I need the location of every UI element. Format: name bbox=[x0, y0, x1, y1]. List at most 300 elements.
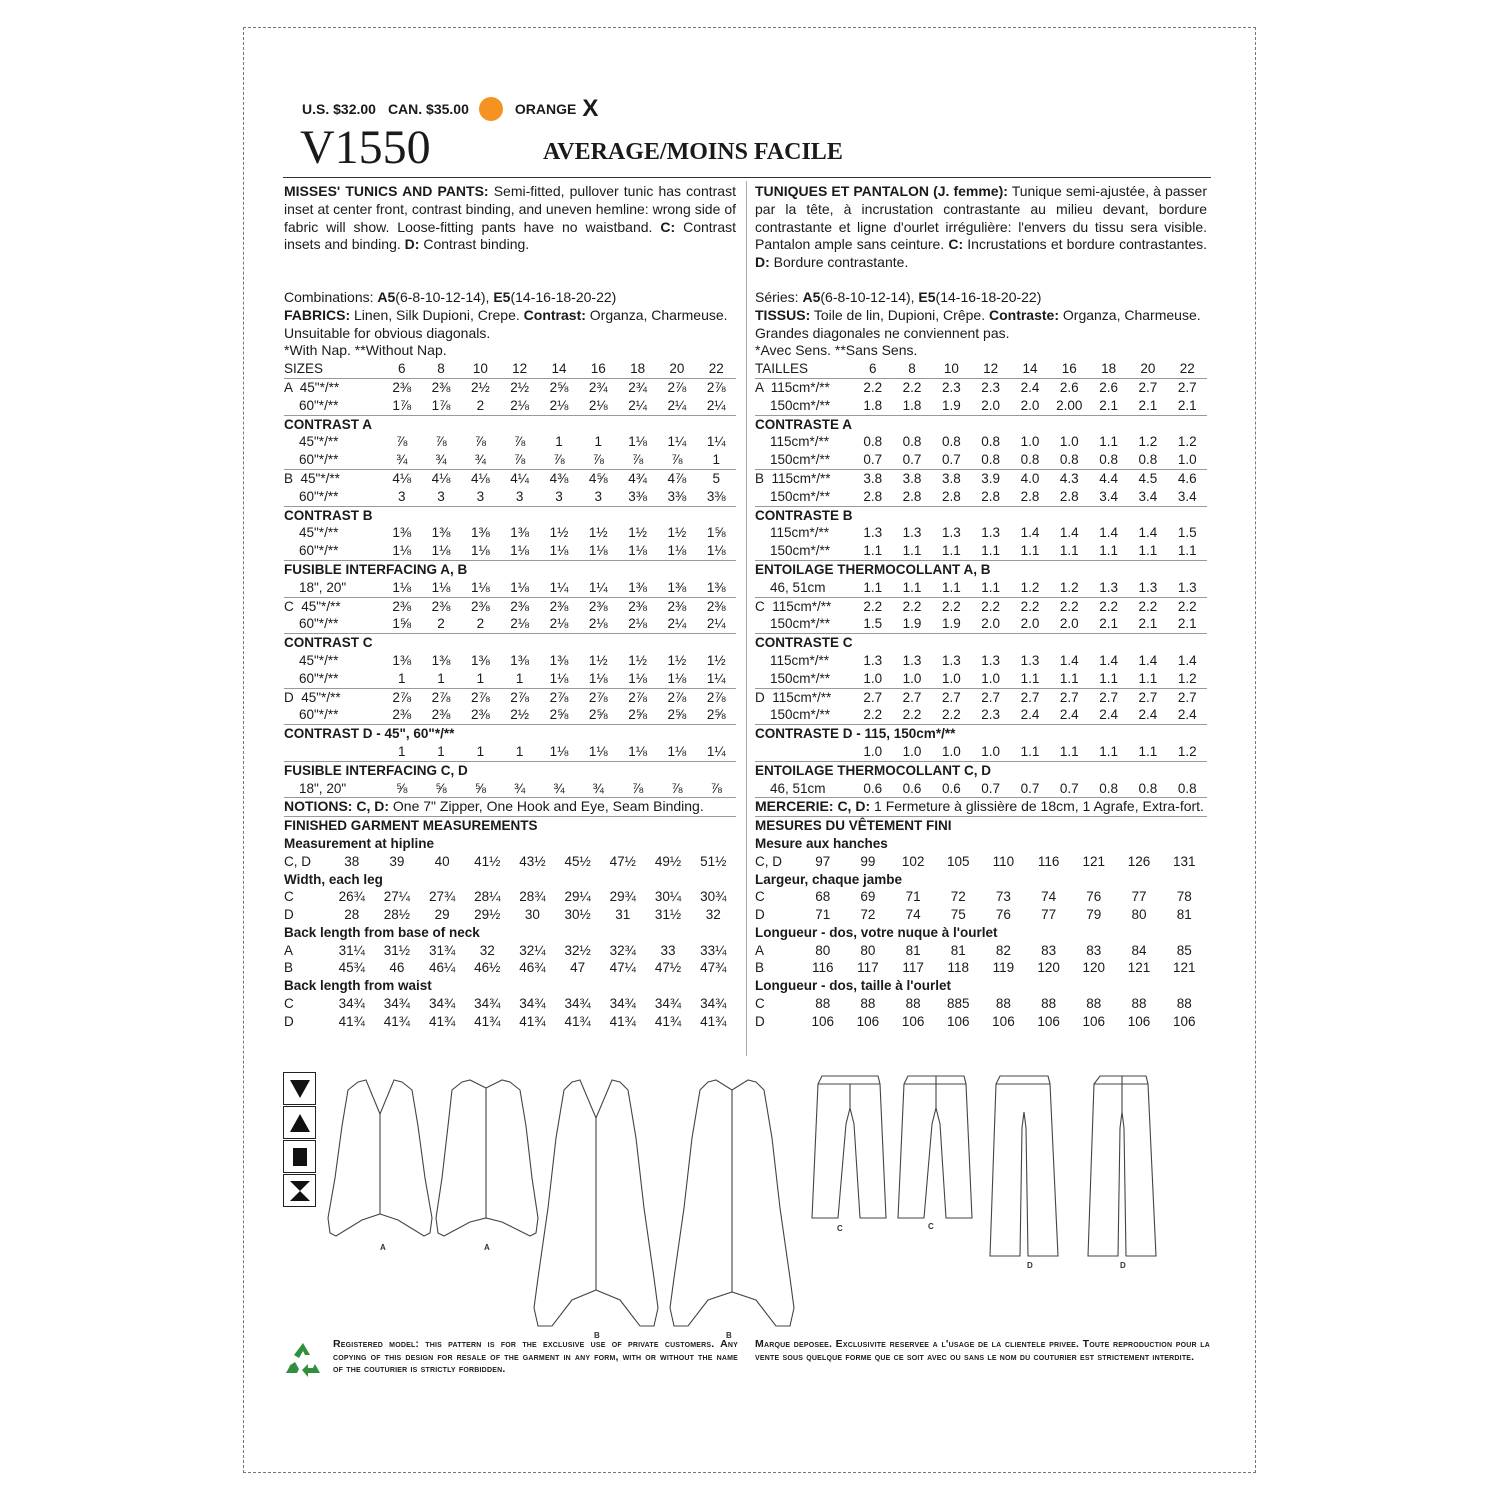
table-cell: 1.3 bbox=[1177, 579, 1197, 595]
table-cell: 1.5 bbox=[1177, 525, 1197, 541]
combinations-label: Combinations: bbox=[284, 289, 374, 305]
table-cell: 12 bbox=[512, 361, 528, 377]
table-cell: 121 bbox=[1127, 960, 1151, 976]
table-row bbox=[755, 451, 1207, 469]
table-cell: 1.8 bbox=[863, 397, 883, 413]
table-cell: 41¾ bbox=[654, 1013, 682, 1029]
table-cell: 2.4 bbox=[1010, 378, 1049, 396]
table-row bbox=[284, 433, 736, 451]
table-cell: 2.8 bbox=[1020, 488, 1040, 504]
table-cell: 2.2 bbox=[902, 707, 922, 723]
table-cell: 32 bbox=[479, 942, 495, 958]
row-label: A bbox=[755, 942, 765, 958]
table-cell: 1½ bbox=[588, 525, 608, 541]
table-cell: 27¾ bbox=[428, 889, 456, 905]
combo-a-code: A5 bbox=[802, 289, 821, 305]
table-cell: 0.7 bbox=[863, 452, 883, 468]
table-row bbox=[755, 469, 1207, 487]
row-label: Mesure aux hanches bbox=[755, 835, 888, 851]
table-cell: 0.8 bbox=[1138, 452, 1158, 468]
table-cell: 20 bbox=[669, 361, 685, 377]
view-c-label: C: bbox=[948, 236, 964, 253]
table-cell: 120 bbox=[1082, 960, 1106, 976]
table-cell: 0.6 bbox=[941, 780, 961, 796]
table-cell: 2⅜ bbox=[657, 597, 696, 615]
dress-b-front-drawing bbox=[534, 1080, 658, 1326]
table-cell: 10 bbox=[472, 361, 488, 377]
table-cell: 120 bbox=[1037, 960, 1060, 976]
table-cell: 72 bbox=[860, 907, 876, 923]
table-cell: 2.1 bbox=[1177, 397, 1197, 413]
table-row bbox=[284, 780, 736, 798]
table-cell: 1⅛ bbox=[588, 543, 608, 559]
row-label: 60"*/** bbox=[284, 397, 339, 413]
table-cell: 76 bbox=[995, 907, 1011, 923]
table-cell: 85 bbox=[1176, 942, 1192, 958]
table-section-row bbox=[755, 761, 1207, 779]
table-cell: 3.4 bbox=[1138, 488, 1158, 504]
table-cell: ¾ bbox=[553, 780, 565, 796]
table-cell: 0.8 bbox=[981, 452, 1001, 468]
table-cell: 2.7 bbox=[1089, 688, 1128, 706]
table-cell: 2.2 bbox=[1010, 597, 1049, 615]
view-d-text: Bordure contrastante. bbox=[773, 254, 909, 271]
table-cell: 3.9 bbox=[971, 469, 1010, 487]
table-cell: 106 bbox=[856, 1013, 880, 1029]
table-cell: 0.8 bbox=[1099, 780, 1118, 796]
measurements-table-fr bbox=[755, 816, 1207, 1031]
table-cell: 1⅜ bbox=[628, 579, 647, 595]
table-cell: 2⅝ bbox=[706, 707, 726, 723]
table-section-row bbox=[284, 634, 736, 652]
table-cell: 43½ bbox=[519, 853, 546, 869]
table-section-row bbox=[755, 835, 1207, 853]
table-cell: 2.0 bbox=[1020, 616, 1040, 632]
row-label: Longueur - dos, votre nuque à l'ourlet bbox=[755, 924, 998, 940]
table-cell: 2.00 bbox=[1056, 397, 1083, 413]
garment-label: C bbox=[837, 1224, 843, 1233]
table-cell: 6 bbox=[868, 361, 877, 377]
row-label bbox=[284, 743, 382, 761]
table-cell: 1.1 bbox=[1138, 670, 1158, 686]
table-cell: 1.0 bbox=[863, 670, 883, 686]
table-cell: 2.4 bbox=[1020, 707, 1040, 723]
table-cell: 1.1 bbox=[863, 579, 883, 595]
table-cell: 31 bbox=[615, 907, 631, 923]
table-row bbox=[755, 780, 1207, 798]
table-section-row bbox=[284, 725, 736, 743]
table-cell: 88 bbox=[1041, 996, 1057, 1012]
table-cell: 1⅛ bbox=[549, 743, 569, 759]
table-cell: 1.3 bbox=[1099, 579, 1118, 595]
table-cell: 34¾ bbox=[338, 996, 365, 1012]
table-cell: 72 bbox=[950, 889, 966, 905]
table-cell: 51½ bbox=[700, 853, 727, 869]
table-cell: 121 bbox=[1173, 960, 1196, 976]
row-label: 115cm*/** bbox=[755, 525, 830, 541]
table-cell: 0.8 bbox=[981, 434, 1001, 450]
table-cell: 1⅜ bbox=[706, 579, 726, 595]
row-label: C bbox=[284, 996, 294, 1012]
table-cell: 1⅛ bbox=[431, 543, 451, 559]
row-label: MESURES DU VÊTEMENT FINI bbox=[755, 817, 1207, 835]
table-cell: 1.1 bbox=[1099, 743, 1118, 759]
row-label: Measurement at hipline bbox=[284, 835, 435, 851]
table-cell: 1.3 bbox=[941, 525, 961, 541]
row-label: 45"*/** bbox=[284, 652, 339, 668]
table-cell: 0.8 bbox=[902, 434, 922, 450]
table-cell: 3 bbox=[437, 488, 445, 504]
table-cell: 1.0 bbox=[863, 743, 883, 759]
table-cell: 30¼ bbox=[654, 889, 682, 905]
table-cell: 106 bbox=[1173, 1013, 1196, 1029]
row-label: CONTRAST D - 45", 60"*/** bbox=[284, 725, 736, 743]
table-cell: ⅞ bbox=[474, 434, 486, 450]
table-cell: 2.7 bbox=[1050, 688, 1089, 706]
table-cell: 110 bbox=[992, 853, 1015, 869]
table-cell: 77 bbox=[1131, 889, 1147, 905]
table-cell: 2⅞ bbox=[657, 688, 696, 706]
row-label: Largeur, chaque jambe bbox=[755, 871, 903, 887]
table-cell: 1.1 bbox=[902, 543, 922, 559]
table-cell: 81 bbox=[1176, 907, 1192, 923]
table-cell: 1⅛ bbox=[392, 543, 412, 559]
table-cell: 1⅛ bbox=[628, 743, 647, 759]
table-cell: 2⅛ bbox=[549, 397, 569, 413]
column-divider bbox=[746, 181, 747, 1056]
table-cell: 1⅜ bbox=[549, 652, 569, 668]
color-mark: X bbox=[582, 95, 599, 122]
header-divider bbox=[283, 177, 1211, 178]
table-cell: ⅝ bbox=[474, 780, 486, 796]
table-row bbox=[755, 488, 1207, 506]
table-cell: 34¾ bbox=[700, 996, 727, 1012]
table-cell: 1.1 bbox=[1059, 743, 1079, 759]
table-cell: 2.8 bbox=[1059, 488, 1079, 504]
table-cell: 2⅜ bbox=[461, 597, 500, 615]
fabrics-list: Linen, Silk Dupioni, Crepe. bbox=[354, 306, 520, 323]
table-cell: 1.0 bbox=[1059, 434, 1079, 450]
table-cell: 29¼ bbox=[564, 889, 591, 905]
pattern-number: V1550 bbox=[300, 121, 431, 174]
table-row bbox=[755, 1013, 1207, 1031]
description-body: Tunique semi-ajustée, à passer par la tête, à incrustation contrastante au milieu devant, bordure contrastante et ligne d'ourlet irrégulière: l'envers du tissu sera visible. Pantalon ample sans ceinture. bbox=[755, 183, 1207, 253]
table-cell: 2⅞ bbox=[421, 688, 460, 706]
table-cell: ⅞ bbox=[514, 434, 526, 450]
tunic-a-front-drawing bbox=[328, 1080, 432, 1236]
table-cell: ⅞ bbox=[592, 452, 604, 468]
view-c-text: Contrast insets and binding. bbox=[284, 218, 736, 253]
row-label: C, D bbox=[284, 853, 311, 869]
table-cell: 20 bbox=[1140, 361, 1156, 377]
table-cell: 2¼ bbox=[706, 616, 726, 632]
table-cell: 2.3 bbox=[932, 378, 971, 396]
fabrics-label: FABRICS: bbox=[284, 306, 351, 323]
table-cell: 2.2 bbox=[1128, 597, 1167, 615]
nap-note: *With Nap. **Without Nap. bbox=[284, 342, 447, 359]
table-cell: 1.1 bbox=[1138, 743, 1158, 759]
row-label: C, D bbox=[755, 853, 782, 869]
row-label: D bbox=[755, 907, 765, 923]
table-cell: 121 bbox=[1082, 853, 1106, 869]
table-cell: 41¾ bbox=[564, 1013, 591, 1029]
table-cell: 3.8 bbox=[932, 469, 971, 487]
price-can: CAN. $35.00 bbox=[387, 101, 469, 117]
table-cell: 2⅝ bbox=[667, 707, 687, 723]
table-cell: 1.0 bbox=[1177, 452, 1197, 468]
table-cell: 2⅝ bbox=[549, 707, 569, 723]
table-cell: 1⅛ bbox=[549, 670, 569, 686]
table-cell: 2¼ bbox=[667, 397, 687, 413]
table-cell: 2⅜ bbox=[470, 707, 490, 723]
table-cell: 29½ bbox=[474, 907, 501, 923]
tunic-a-back-drawing bbox=[436, 1080, 538, 1236]
table-cell: 41½ bbox=[474, 853, 501, 869]
legal-notice-en: Registered model: this pattern is for the exclusive use of private customers. Any copying of this design for resale of the garment in any form, with or without the name of the couturier is strictly forbidden. bbox=[333, 1338, 738, 1375]
table-section-row bbox=[755, 725, 1207, 743]
table-section-row bbox=[755, 415, 1207, 433]
table-cell: 1½ bbox=[549, 525, 569, 541]
table-cell: 46¾ bbox=[519, 960, 546, 976]
table-row bbox=[284, 524, 736, 542]
table-cell: 885 bbox=[947, 996, 970, 1012]
table-cell: 1⅜ bbox=[431, 525, 451, 541]
table-row bbox=[284, 995, 736, 1013]
table-cell: 33 bbox=[660, 942, 676, 958]
price-us: U.S. $32.00 bbox=[302, 101, 376, 117]
table-cell: 119 bbox=[992, 960, 1015, 976]
table-cell: 0.8 bbox=[941, 434, 961, 450]
table-cell: 3⅜ bbox=[628, 488, 647, 504]
table-cell: 1⅛ bbox=[392, 579, 412, 595]
row-label: 46, 51cm bbox=[755, 780, 826, 796]
table-cell: 32 bbox=[705, 907, 721, 923]
table-section-row bbox=[284, 415, 736, 433]
unsuitable-note: Unsuitable for obvious diagonals. bbox=[284, 324, 491, 341]
table-cell: 16 bbox=[1061, 361, 1077, 377]
table-cell: 117 bbox=[857, 960, 879, 976]
table-cell: 34¾ bbox=[654, 996, 682, 1012]
table-row bbox=[755, 688, 1207, 706]
table-cell: 106 bbox=[1082, 1013, 1106, 1029]
view-c-text: Incrustations et bordure contrastantes. bbox=[967, 236, 1208, 253]
row-label: FINISHED GARMENT MEASUREMENTS bbox=[284, 817, 736, 835]
row-label: 18", 20" bbox=[284, 780, 347, 796]
table-cell: 97 bbox=[815, 853, 831, 869]
table-cell: 2⅛ bbox=[588, 397, 608, 413]
table-cell: 118 bbox=[947, 960, 970, 976]
row-label: 150cm*/** bbox=[755, 488, 831, 504]
combo-e-code: E5 bbox=[493, 289, 511, 305]
row-label: 60"*/** bbox=[284, 707, 339, 723]
table-cell: 46¼ bbox=[428, 960, 456, 976]
table-cell: 99 bbox=[860, 853, 876, 869]
table-cell: 47½ bbox=[654, 960, 682, 976]
table-cell: 2.1 bbox=[1138, 616, 1158, 632]
row-label: CONTRASTE D - 115, 150cm*/** bbox=[755, 725, 1207, 743]
row-label: D bbox=[284, 1013, 294, 1029]
row-label bbox=[755, 743, 853, 761]
table-cell: 5 bbox=[697, 469, 736, 487]
table-cell: 4¾ bbox=[618, 469, 657, 487]
table-row bbox=[755, 853, 1207, 871]
table-cell: 1.1 bbox=[981, 543, 1001, 559]
table-cell: 81 bbox=[950, 942, 966, 958]
table-cell: 0.7 bbox=[1059, 780, 1079, 796]
table-cell: 1 bbox=[397, 743, 406, 759]
table-cell: 1.0 bbox=[981, 743, 1001, 759]
row-label: 150cm*/** bbox=[755, 707, 831, 723]
table-cell: 0.8 bbox=[1059, 452, 1079, 468]
table-cell: 1.1 bbox=[1059, 543, 1079, 559]
table-cell: 46½ bbox=[474, 960, 501, 976]
table-cell: ¾ bbox=[396, 452, 408, 468]
table-row bbox=[755, 995, 1207, 1013]
combo-a-code: A5 bbox=[377, 289, 396, 305]
table-cell: 83 bbox=[1086, 942, 1102, 958]
fabrics-label: TISSUS: bbox=[755, 306, 811, 323]
table-cell: 1.2 bbox=[1138, 434, 1158, 450]
table-cell: 1 bbox=[515, 743, 524, 759]
table-cell: 116 bbox=[1037, 853, 1060, 869]
table-cell: 74 bbox=[905, 907, 921, 923]
table-cell: 14 bbox=[1022, 361, 1038, 377]
table-section-row bbox=[755, 924, 1207, 942]
table-cell: 1⅛ bbox=[667, 543, 687, 559]
table-row bbox=[755, 906, 1207, 924]
table-cell: 1.1 bbox=[1177, 543, 1197, 559]
color-name: ORANGE bbox=[514, 101, 577, 117]
table-cell: 0.6 bbox=[863, 780, 883, 796]
row-label: 60"*/** bbox=[284, 543, 339, 559]
table-cell: 1¼ bbox=[549, 579, 569, 595]
row-label: 150cm*/** bbox=[755, 670, 831, 686]
fabrics bbox=[284, 307, 736, 325]
dress-b-back-drawing bbox=[670, 1080, 794, 1326]
table-cell: 2.7 bbox=[853, 688, 892, 706]
table-cell: 2⅝ bbox=[539, 378, 578, 396]
table-cell: 1.2 bbox=[1177, 670, 1197, 686]
table-cell: 31½ bbox=[383, 942, 411, 958]
table-cell: 1½ bbox=[667, 652, 687, 668]
table-cell: 31¾ bbox=[428, 942, 456, 958]
table-cell: 1⅝ bbox=[392, 616, 412, 632]
table-cell: 34¾ bbox=[609, 996, 636, 1012]
table-cell: 1 bbox=[555, 434, 563, 450]
row-label: 60"*/** bbox=[284, 670, 339, 686]
table-section-row bbox=[755, 817, 1207, 835]
table-row bbox=[284, 853, 736, 871]
table-cell: 0.6 bbox=[902, 780, 922, 796]
table-cell: 2 bbox=[437, 616, 445, 632]
table-cell: 1.3 bbox=[981, 525, 1001, 541]
table-cell: 41¾ bbox=[338, 1013, 365, 1029]
description-title: TUNIQUES ET PANTALON (J. femme): bbox=[755, 183, 1008, 199]
notions-text: One 7" Zipper, One Hook and Eye, Seam Binding. bbox=[392, 798, 704, 815]
table-cell: 1⅜ bbox=[392, 652, 412, 668]
table-cell: 29 bbox=[434, 907, 450, 923]
table-section-row bbox=[755, 560, 1207, 578]
table-cell: 131 bbox=[1173, 853, 1196, 869]
table-cell: 1 bbox=[712, 452, 721, 468]
table-cell: 4⅛ bbox=[421, 469, 460, 487]
table-cell: 2.4 bbox=[1059, 707, 1079, 723]
table-cell: 1.9 bbox=[941, 616, 961, 632]
table-cell: 1½ bbox=[628, 525, 647, 541]
yardage-table-en bbox=[284, 360, 736, 797]
table-cell: 0.8 bbox=[1177, 780, 1197, 796]
table-cell: ⅞ bbox=[671, 452, 683, 468]
table-cell: 33¼ bbox=[700, 942, 727, 958]
table-cell: 2.1 bbox=[1177, 616, 1197, 632]
table-section-row bbox=[284, 924, 736, 942]
table-cell: 2.2 bbox=[1168, 597, 1207, 615]
table-cell: 1⅛ bbox=[628, 670, 647, 686]
table-cell: 26¾ bbox=[338, 889, 365, 905]
table-cell: 2.2 bbox=[892, 378, 931, 396]
table-cell: 1.0 bbox=[941, 743, 961, 759]
row-label: 115cm*/** bbox=[755, 434, 830, 450]
contrast-fabrics: Organza, Charmeuse. bbox=[1062, 306, 1201, 323]
table-cell: 106 bbox=[811, 1013, 835, 1029]
english-column bbox=[284, 183, 736, 1031]
table-cell: 1 bbox=[437, 743, 445, 759]
row-label: B bbox=[755, 960, 765, 976]
table-cell: 2⅜ bbox=[431, 707, 451, 723]
table-cell: 75 bbox=[950, 907, 966, 923]
table-cell: 74 bbox=[1041, 889, 1057, 905]
table-cell: 0.7 bbox=[902, 452, 922, 468]
table-cell: 2⅜ bbox=[579, 597, 618, 615]
notions bbox=[284, 797, 736, 816]
table-cell: 1 bbox=[397, 670, 406, 686]
description-fr bbox=[755, 183, 1207, 289]
table-cell: 88 bbox=[995, 996, 1011, 1012]
table-cell: 1⅛ bbox=[510, 579, 530, 595]
table-cell: 1¼ bbox=[667, 434, 687, 450]
table-cell: 1⅛ bbox=[588, 670, 608, 686]
table-cell: 1.1 bbox=[1138, 543, 1158, 559]
table-cell: 106 bbox=[1127, 1013, 1151, 1029]
notions-text: 1 Fermeture à glissière de 18cm, 1 Agrafe, Extra-fort. bbox=[874, 798, 1204, 815]
table-row bbox=[284, 688, 736, 706]
table-cell: 1 bbox=[476, 670, 485, 686]
row-label: 60"*/** bbox=[284, 488, 339, 504]
table-cell: 76 bbox=[1086, 889, 1102, 905]
table-cell: 88 bbox=[815, 996, 831, 1012]
table-row bbox=[284, 670, 736, 688]
table-cell: 2⅜ bbox=[500, 597, 539, 615]
table-cell: 1⅛ bbox=[510, 543, 530, 559]
table-cell: 1½ bbox=[667, 525, 687, 541]
table-cell: 2.2 bbox=[863, 707, 883, 723]
table-cell: ⅞ bbox=[435, 434, 447, 450]
table-cell: 3.4 bbox=[1177, 488, 1197, 504]
table-cell: 1⅜ bbox=[392, 525, 412, 541]
row-label: Width, each leg bbox=[284, 871, 383, 887]
table-cell: 2.8 bbox=[941, 488, 961, 504]
table-cell: 2½ bbox=[461, 378, 500, 396]
french-column bbox=[755, 183, 1207, 1031]
row-label: C bbox=[755, 889, 765, 905]
table-cell: 41¾ bbox=[474, 1013, 501, 1029]
table-cell: 4⅝ bbox=[579, 469, 618, 487]
table-row bbox=[755, 615, 1207, 633]
table-cell: 1⅛ bbox=[549, 543, 569, 559]
table-cell: 0.7 bbox=[981, 780, 1001, 796]
row-label: D bbox=[284, 907, 294, 923]
table-cell: 2⅜ bbox=[382, 378, 421, 396]
